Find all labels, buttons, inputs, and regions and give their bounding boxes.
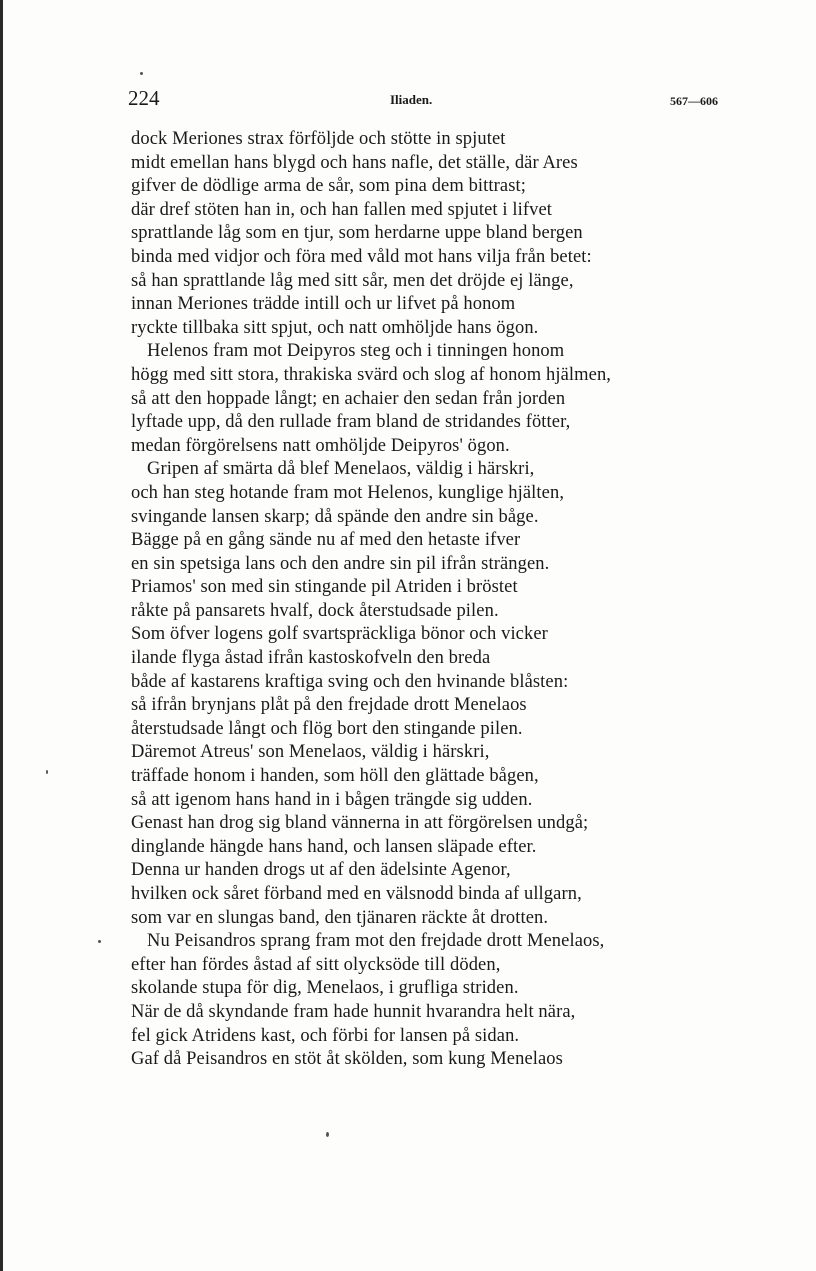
verse-line: binda med vidjor och föra med våld mot hans vilja från betet:: [131, 246, 592, 267]
verse-line: midt emellan hans blygd och hans nafle, det ställe, där Ares: [131, 152, 578, 173]
verse-line: ryckte tillbaka sitt spjut, och natt omhöljde hans ögon.: [131, 317, 539, 338]
verse-line: både af kastarens kraftiga sving och den hvinande blåsten:: [131, 671, 569, 692]
verse-line: När de då skyndande fram hade hunnit hvarandra helt nära,: [131, 1001, 576, 1022]
verse-line: så ifrån brynjans plåt på den frejdade drott Menelaos: [131, 695, 527, 716]
verse-line: så att den hoppade långt; en achaier den sedan från jorden: [131, 388, 566, 409]
verse-line: Genast han drog sig bland vännerna in att förgörelsen undgå;: [131, 813, 589, 834]
verse-line: Bägge på en gång sände nu af med den hetaste ifver: [131, 530, 521, 551]
print-speck: [326, 1132, 329, 1137]
verse-line: medan förgörelsens natt omhöljde Deipyros' ögon.: [131, 435, 510, 456]
verse-line: träffade honom i handen, som höll den glättade bågen,: [131, 766, 539, 787]
verse-line: skolande stupa för dig, Menelaos, i grufliga striden.: [131, 978, 519, 999]
print-speck: [98, 940, 101, 943]
running-title: Iliaden.: [390, 92, 433, 107]
verse-line: där dref stöten han in, och han fallen med spjutet i lifvet: [131, 199, 552, 220]
verse-line: Helenos fram mot Deipyros steg och i tinningen honom: [147, 341, 565, 362]
verse-line: sprattlande låg som en tjur, som herdarne uppe bland bergen: [131, 223, 583, 244]
verse-line: innan Meriones trädde intill och ur lifvet på honom: [131, 294, 516, 315]
verse-line: hvilken ock såret förband med en välsnodd binda af ullgarn,: [131, 884, 582, 904]
verse-line: dinglande hängde hans hand, och lansen släpade efter.: [131, 836, 537, 857]
line-range: 567—606: [670, 94, 718, 108]
print-speck: [46, 770, 48, 774]
verse-line: som var en slungas band, den tjänaren räckte åt drotten.: [131, 907, 549, 928]
verse-text: [131, 128, 721, 1072]
page-number: 224: [128, 86, 160, 110]
page-header: [128, 86, 718, 114]
verse-line: så att igenom hans hand in i bågen trängde sig udden.: [131, 789, 533, 810]
verse-line: återstudsade långt och flög bort den stingande pilen.: [131, 718, 523, 739]
verse-line: dock Meriones strax förföljde och stötte in spjutet: [131, 129, 506, 149]
verse-line: högg med sitt stora, thrakiska svärd och slog af honom hjälmen,: [131, 364, 612, 385]
verse-line: och han steg hotande fram mot Helenos, kunglige hjälten,: [131, 482, 565, 503]
verse-line: Däremot Atreus' son Menelaos, väldig i härskri,: [131, 742, 490, 763]
verse-line: lyftade upp, då den rullade fram bland de stridandes fötter,: [131, 412, 571, 433]
page-edge: [0, 0, 3, 1271]
print-speck: [140, 72, 143, 75]
verse-line: så han sprattlande låg med sitt sår, men det dröjde ej länge,: [131, 270, 574, 291]
verse-line: gifver de dödlige arma de sår, som pina dem bittrast;: [131, 176, 527, 197]
verse-line: Denna ur handen drogs ut af den ädelsinte Agenor,: [131, 860, 511, 881]
verse-line: Gripen af smärta då blef Menelaos, väldig i härskri,: [147, 459, 535, 480]
verse-line: en sin spetsiga lans och den andre sin pil ifrån strängen.: [131, 553, 550, 574]
verse-line: råkte på pansarets hvalf, dock återstudsade pilen.: [131, 600, 499, 621]
verse-line: ilande flyga åstad ifrån kastoskofveln den breda: [131, 648, 491, 669]
verse-line: efter han fördes åstad af sitt olycksöde till döden,: [131, 954, 501, 975]
verse-line: Nu Peisandros sprang fram mot den frejdade drott Menelaos,: [147, 931, 605, 952]
verse-line: Gaf då Peisandros en stöt åt skölden, som kung Menelaos: [131, 1049, 563, 1070]
verse-line: svingande lansen skarp; då spände den andre sin båge.: [131, 506, 539, 527]
verse-line: Som öfver logens golf svartspräckliga bönor och vicker: [131, 624, 548, 645]
verse-line: Priamos' son med sin stingande pil Atriden i bröstet: [131, 577, 518, 598]
verse-line: fel gick Atridens kast, och förbi for lansen på sidan.: [131, 1025, 520, 1046]
